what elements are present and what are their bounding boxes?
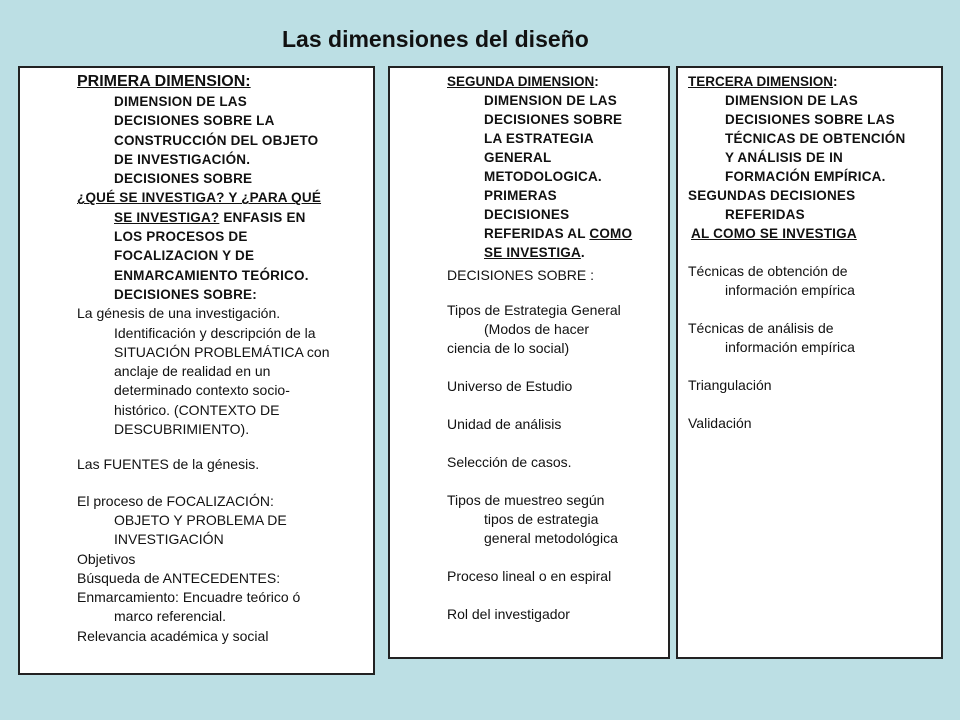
col2-period: . (580, 245, 585, 260)
col2-item: Tipos de Estrategia General (447, 302, 621, 318)
col3-item: Técnicas de obtención de (688, 263, 848, 279)
col3-bold-line: TÉCNICAS DE OBTENCIÓN (725, 131, 906, 146)
spacer (447, 358, 668, 377)
col2-bold-line: METODOLOGICA. (484, 169, 602, 184)
third-dimension-box (676, 66, 943, 659)
col2-item: Universo de Estudio (447, 378, 573, 394)
col1-item: OBJETO Y PROBLEMA DE (114, 511, 287, 528)
col1-item: anclaje de realidad en un (114, 363, 271, 380)
col1-item: Identificación y descripción de la (114, 324, 316, 341)
second-dimension-box (388, 66, 670, 659)
col1-item: El proceso de FOCALIZACIÓN: (77, 492, 274, 509)
heading-colon: : (833, 74, 838, 89)
col3-item: Técnicas de análisis de (688, 320, 834, 336)
second-dimension-heading (447, 72, 668, 91)
col3-bold-line: Y ANÁLISIS DE IN (725, 150, 843, 165)
col1-emphasis: ENFASIS EN (219, 209, 306, 225)
first-dimension-heading: PRIMERA DIMENSION: (77, 73, 251, 90)
col2-item: Proceso lineal o en espiral (447, 568, 612, 584)
col2-item: Tipos de muestreo según (447, 492, 605, 508)
col1-item: DESCUBRIMIENTO). (114, 421, 250, 438)
col1-bold-line: CONSTRUCCIÓN DEL OBJETO (114, 132, 319, 148)
third-dimension-title: TERCERA DIMENSION (688, 74, 834, 89)
col1-bold-line: LOS PROCESOS DE (114, 229, 248, 245)
col1-item: Relevancia académica y social (77, 627, 269, 644)
col1-item: INVESTIGACIÓN (114, 531, 224, 548)
col2-bold-line: LA ESTRATEGIA (484, 131, 594, 146)
col1-item: histórico. (CONTEXTO DE (114, 401, 280, 418)
col2-bold-line: DIMENSION DE LAS (484, 93, 617, 108)
col1-bold-line: DE INVESTIGACIÓN. (114, 151, 251, 167)
heading-colon: : (594, 74, 599, 89)
col3-item: Validación (688, 415, 752, 431)
spacer (688, 357, 941, 376)
spacer (447, 434, 668, 453)
col1-bold-line: DIMENSION DE LAS (114, 94, 247, 109)
spacer (447, 285, 668, 301)
second-dimension-title: SEGUNDA DIMENSION (447, 74, 595, 89)
col3-bold-line: FORMACIÓN EMPÍRICA. (725, 169, 886, 184)
col3-bold-line: REFERIDAS (725, 207, 805, 222)
col1-bold-line: ENMARCAMIENTO TEÓRICO. (114, 267, 309, 283)
col2-item: ciencia de lo social) (447, 340, 570, 356)
col1-bold-line: DECISIONES SOBRE LA (114, 113, 275, 129)
spacer (77, 475, 373, 492)
col1-question-2: SE INVESTIGA? (114, 209, 220, 225)
col1-item: Búsqueda de ANTECEDENTES: (77, 569, 281, 586)
col2-item: (Modos de hacer (484, 321, 590, 337)
spacer (447, 548, 668, 567)
col3-como-line (688, 224, 941, 243)
col2-item: Selección de casos. (447, 454, 572, 470)
spacer (688, 395, 941, 414)
col2-como: COMO (589, 226, 633, 241)
spacer (688, 243, 941, 262)
col2-item: tipos de estrategia (484, 511, 599, 527)
col3-item: Triangulación (688, 377, 772, 393)
col2-bold-line: DECISIONES (484, 207, 570, 222)
page-title: Las dimensiones del diseño (282, 26, 589, 52)
spacer (447, 586, 668, 605)
col1-item: determinado contexto socio- (114, 382, 290, 399)
col3-bold-line: DIMENSION DE LAS (725, 93, 858, 108)
col1-item: La génesis de una investigación. (77, 305, 281, 322)
col2-bold-line (447, 224, 668, 243)
col2-item: general metodológica (484, 530, 618, 546)
col2-bold-line (447, 243, 668, 262)
col2-bold-line: PRIMERAS (484, 188, 557, 203)
col3-bold-line: SEGUNDAS DECISIONES (688, 188, 856, 203)
col3-item: información empírica (725, 282, 855, 298)
col1-item: Enmarcamiento: Encuadre teórico ó (77, 589, 301, 606)
col2-bold-line: DECISIONES SOBRE (484, 112, 623, 127)
col1-item: Objetivos (77, 550, 136, 567)
col2-item: Unidad de análisis (447, 416, 562, 432)
col1-item: SITUACIÓN PROBLEMÁTICA con (114, 343, 330, 360)
col3-item: información empírica (725, 339, 855, 355)
col1-question-line-2 (77, 208, 373, 227)
col1-item: marco referencial. (114, 608, 227, 625)
col1-question-1: ¿QUÉ SE INVESTIGA? Y ¿PARA QUÉ (77, 190, 322, 206)
first-dimension-box (18, 66, 375, 675)
col2-se-investiga: SE INVESTIGA (484, 245, 581, 260)
spacer (447, 472, 668, 491)
spacer (77, 439, 373, 455)
col2-item: Rol del investigador (447, 606, 570, 622)
spacer (447, 396, 668, 415)
col1-bold-line: FOCALIZACION Y DE (114, 248, 255, 264)
col1-item: Las FUENTES de la génesis. (77, 456, 260, 473)
spacer (688, 300, 941, 319)
col3-bold-line: DECISIONES SOBRE LAS (725, 112, 895, 127)
third-dimension-heading (688, 72, 941, 91)
col2-bold-line: GENERAL (484, 150, 552, 165)
col1-question-line (20, 188, 373, 207)
col2-referidas: REFERIDAS AL (484, 226, 590, 241)
col3-al-como: AL COMO SE INVESTIGA (691, 226, 857, 241)
col2-decisions-label: DECISIONES SOBRE : (447, 267, 595, 283)
col1-bold-line: DECISIONES SOBRE: (114, 286, 257, 302)
col1-bold-line: DECISIONES SOBRE (114, 171, 253, 187)
